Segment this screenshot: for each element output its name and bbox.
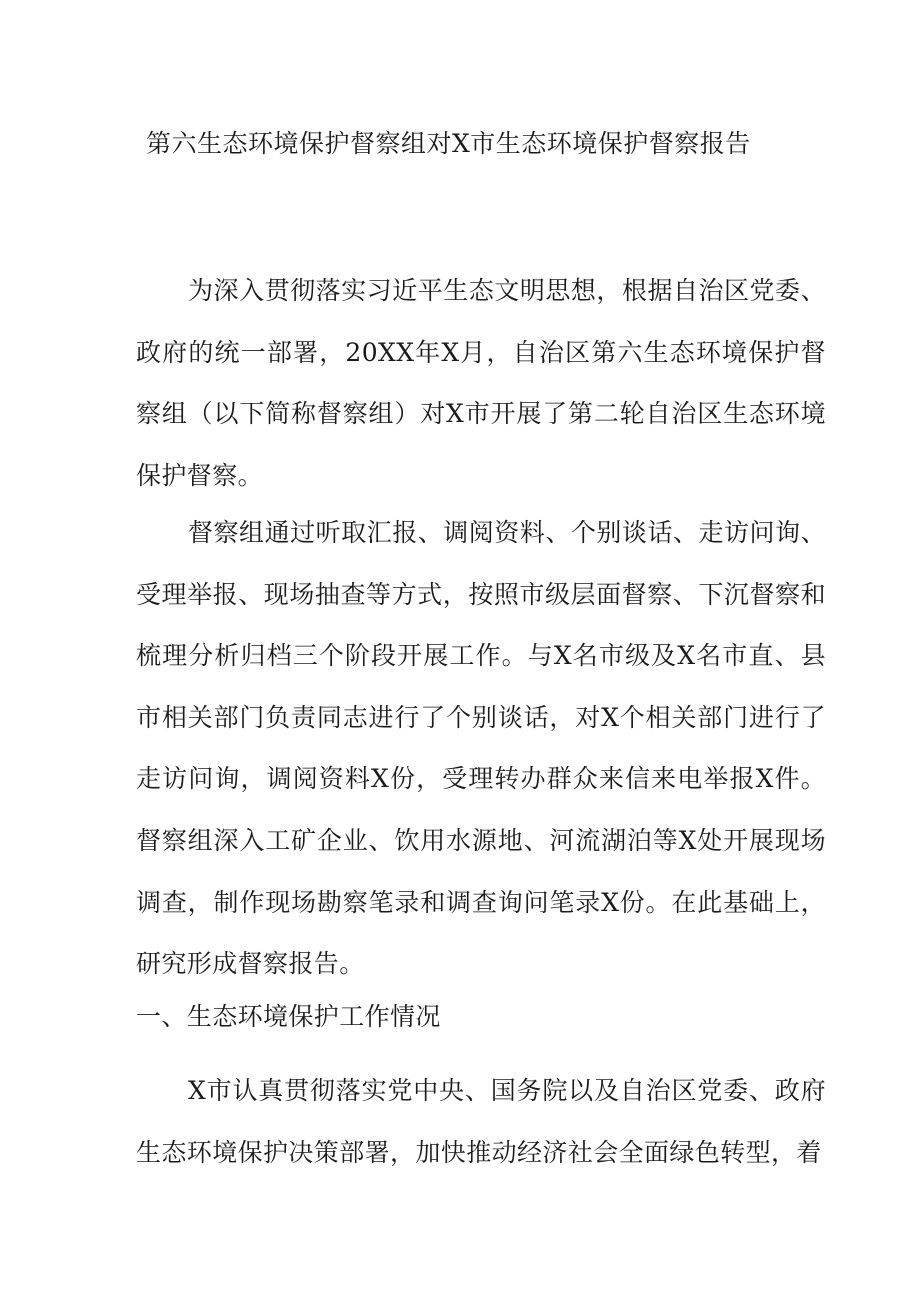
section-heading: 一、生态环境保护工作情况 [136, 1002, 441, 1031]
document-title: 第六生态环境保护督察组对X市生态环境保护督察报告 [146, 129, 751, 158]
paragraph-methods: 督察组通过听取汇报、调阅资料、个别谈话、走访问询、受理举报、现场抽查等方式，按照市级层面督察、下沉督察和梳理分析归档三个阶段开展工作。与X名市级及X名市直、县市相关部门负责同志进行了个别谈话，对X个相关部门进行了走访问询，调阅资料X份，受理转办群众来信来电举报X件。督察组深入工矿企业、饮用水源地、河流湖泊等X处开展现场调查，制作现场勘察笔录和调查询问笔录X份。在此基础上，研究形成督察报告。 [136, 518, 826, 979]
paragraph-section-one: X市认真贯彻落实党中央、国务院以及自治区党委、政府生态环境保护决策部署，加快推动经济社会全面绿色转型，着 [136, 1076, 826, 1167]
paragraph-intro: 为深入贯彻落实习近平生态文明思想，根据自治区党委、政府的统一部署，20XX年X月，自治区第六生态环境保护督察组（以下简称督察组）对X市开展了第二轮自治区生态环境保护督察。 [136, 276, 826, 490]
